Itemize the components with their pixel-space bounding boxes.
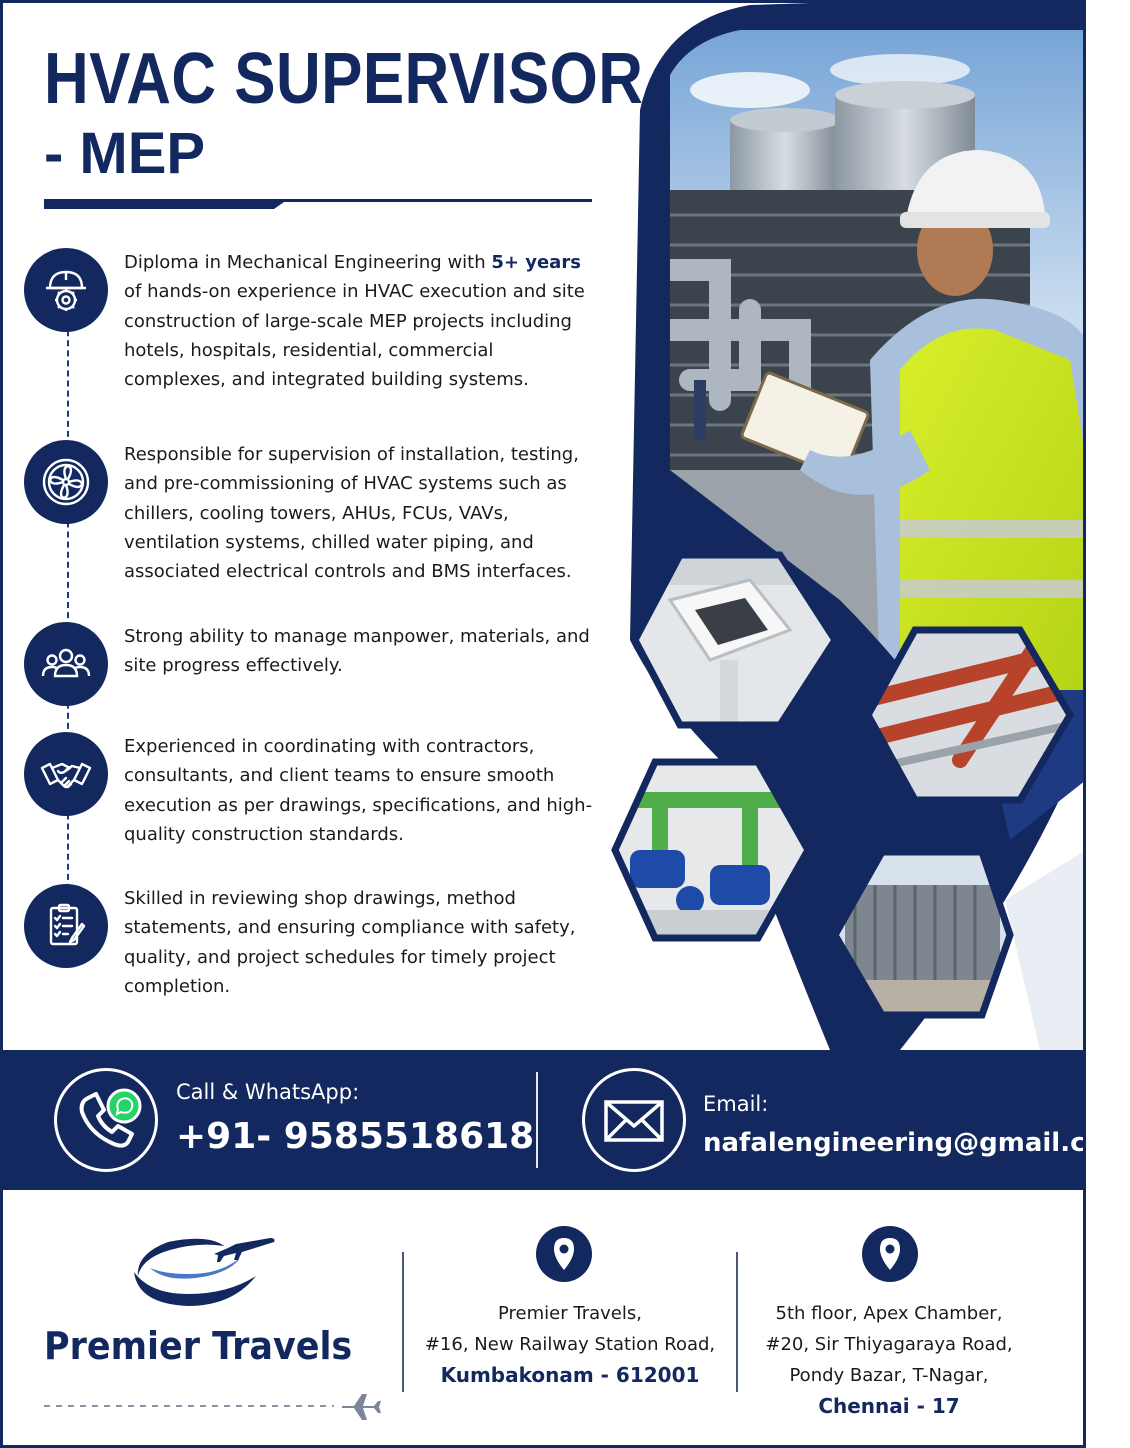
title-line-1: HVAC SUPERVISOR xyxy=(44,39,644,119)
team-icon xyxy=(24,622,108,706)
checklist-icon xyxy=(24,884,108,968)
location-pin-icon xyxy=(862,1226,918,1282)
engineer-helmet-gear-icon xyxy=(24,248,108,332)
hvac-photo-collage xyxy=(600,0,1086,1050)
qualification-text: Diploma in Mechanical Engineering with 5+ years of hands-on experience in HVAC execution and site construction of large-scale MEP projects including hotels, hospitals, residential, commercial complexes, and integrated building systems. xyxy=(124,252,585,391)
responsibility-text: Responsible for supervision of installation, testing, and pre-commissioning of HVAC systems such as chillers, cooling towers, AHUs, FCUs, VAVs, ventilation systems, chilled water piping, and associated electrical controls and BMS interfaces. xyxy=(124,444,579,583)
fan-icon xyxy=(24,440,108,524)
review-text: Skilled in reviewing shop drawings, method statements, and ensuring compliance with safety, quality, and project schedules for timely project completion. xyxy=(124,888,576,997)
footer xyxy=(0,1190,1086,1448)
coordination-text: Experienced in coordinating with contractors, consultants, and client teams to ensure smooth execution as per drawings, specifications, and high-quality construction standards. xyxy=(124,736,593,845)
contact-band xyxy=(0,1050,1130,1190)
address-line: #20, Sir Thiyagaraya Road, xyxy=(765,1334,1013,1355)
job-title xyxy=(44,39,644,186)
email-label: Email: xyxy=(703,1092,769,1116)
address-city: Kumbakonam - 612001 xyxy=(440,1363,700,1387)
address-line: 5th floor, Apex Chamber, xyxy=(775,1303,1003,1324)
premier-travels-logo xyxy=(128,1224,278,1324)
phone-label: Call & WhatsApp: xyxy=(176,1080,360,1104)
title-underline xyxy=(44,199,592,209)
brand-name: Premier Travels xyxy=(44,1324,353,1368)
address-line: #16, New Railway Station Road, xyxy=(424,1334,716,1355)
management-text: Strong ability to manage manpower, materials, and site progress effectively. xyxy=(124,626,590,677)
handshake-icon xyxy=(24,732,108,816)
contact-divider xyxy=(536,1072,538,1168)
experience-highlight: 5+ years xyxy=(491,252,581,273)
phone-number[interactable]: +91- 9585518618 xyxy=(176,1116,535,1157)
address-line: Premier Travels, xyxy=(498,1303,642,1324)
address-city: Chennai - 17 xyxy=(818,1394,960,1418)
footer-divider xyxy=(402,1252,404,1392)
title-line-2: - MEP xyxy=(44,121,206,186)
location-pin-icon xyxy=(536,1226,592,1282)
phone-whatsapp-icon xyxy=(54,1068,158,1172)
footer-divider xyxy=(736,1252,738,1392)
email-address[interactable]: nafalengineering@gmail.com xyxy=(703,1128,1130,1158)
kumbakonam-address xyxy=(410,1298,730,1391)
mail-icon xyxy=(582,1068,686,1172)
chennai-address xyxy=(744,1298,1034,1422)
dashed-flight-path xyxy=(44,1386,384,1420)
address-line: Pondy Bazar, T-Nagar, xyxy=(789,1365,989,1386)
